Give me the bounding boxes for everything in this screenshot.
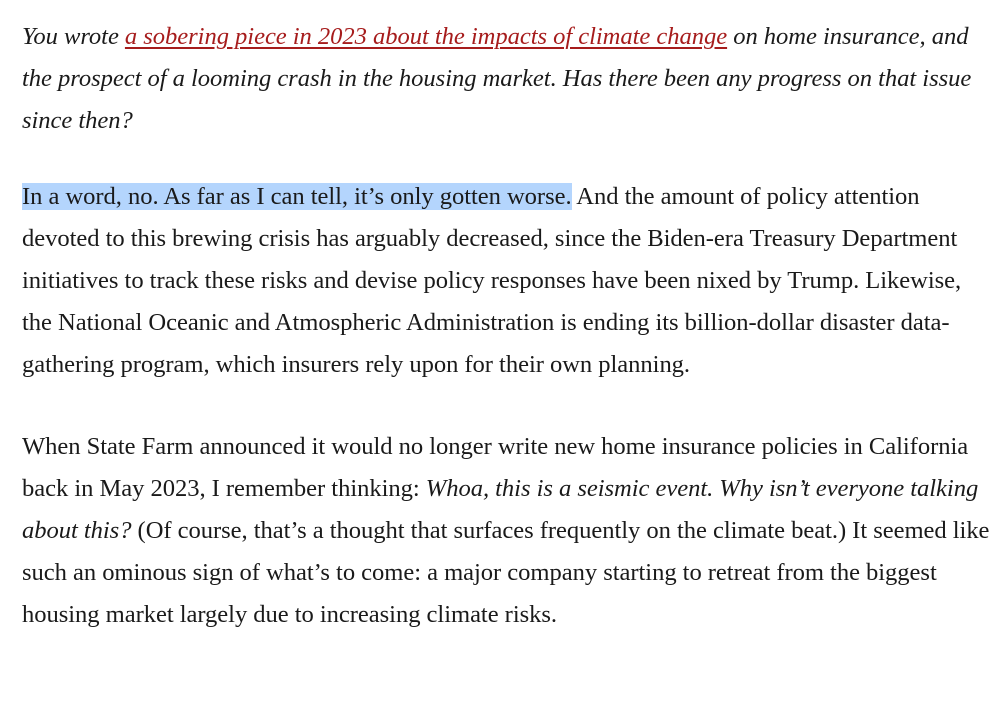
selected-text-highlight[interactable]: In a word, no. As far as I can tell, it’s only gotten worse. [22, 183, 572, 210]
article-body [22, 16, 997, 636]
question-text-start: You wrote [22, 23, 125, 50]
question-text-end: on home insurance, and the prospect of a looming crash in the housing market. Has there been any progress on that issue since then? [22, 23, 972, 134]
answer-paragraph-1-text: And the amount of policy attention devoted to this brewing crisis has arguably decreased, since the Biden-era Treasury Department initiatives to track these risks and devise policy responses have been nixed by Trump. Likewise, the National Oceanic and Atmospheric Administration is ending its billion-dollar disaster data-gathering program, which insurers rely upon for their own planning. [22, 183, 962, 378]
sobering-piece-link[interactable]: a sobering piece in 2023 about the impacts of climate change [124, 23, 728, 50]
answer-paragraph-1 [22, 176, 997, 386]
answer-paragraph-2-text: (Of course, that’s a thought that surfaces frequently on the climate beat.) It seemed like such an ominous sign of what’s to come: a major company starting to retreat from the biggest housing market largely due to increasing climate risks. [22, 517, 990, 628]
answer-paragraph-2-italic: Whoa, this is a seismic event. Why isn’t everyone talking about this? [22, 475, 979, 544]
answer-paragraph-2 [22, 426, 997, 636]
answer-paragraph-2-intro: When State Farm announced it would no longer write new home insurance policies in California back in May 2023, I remember thinking: [22, 433, 969, 502]
interview-question [22, 16, 997, 142]
